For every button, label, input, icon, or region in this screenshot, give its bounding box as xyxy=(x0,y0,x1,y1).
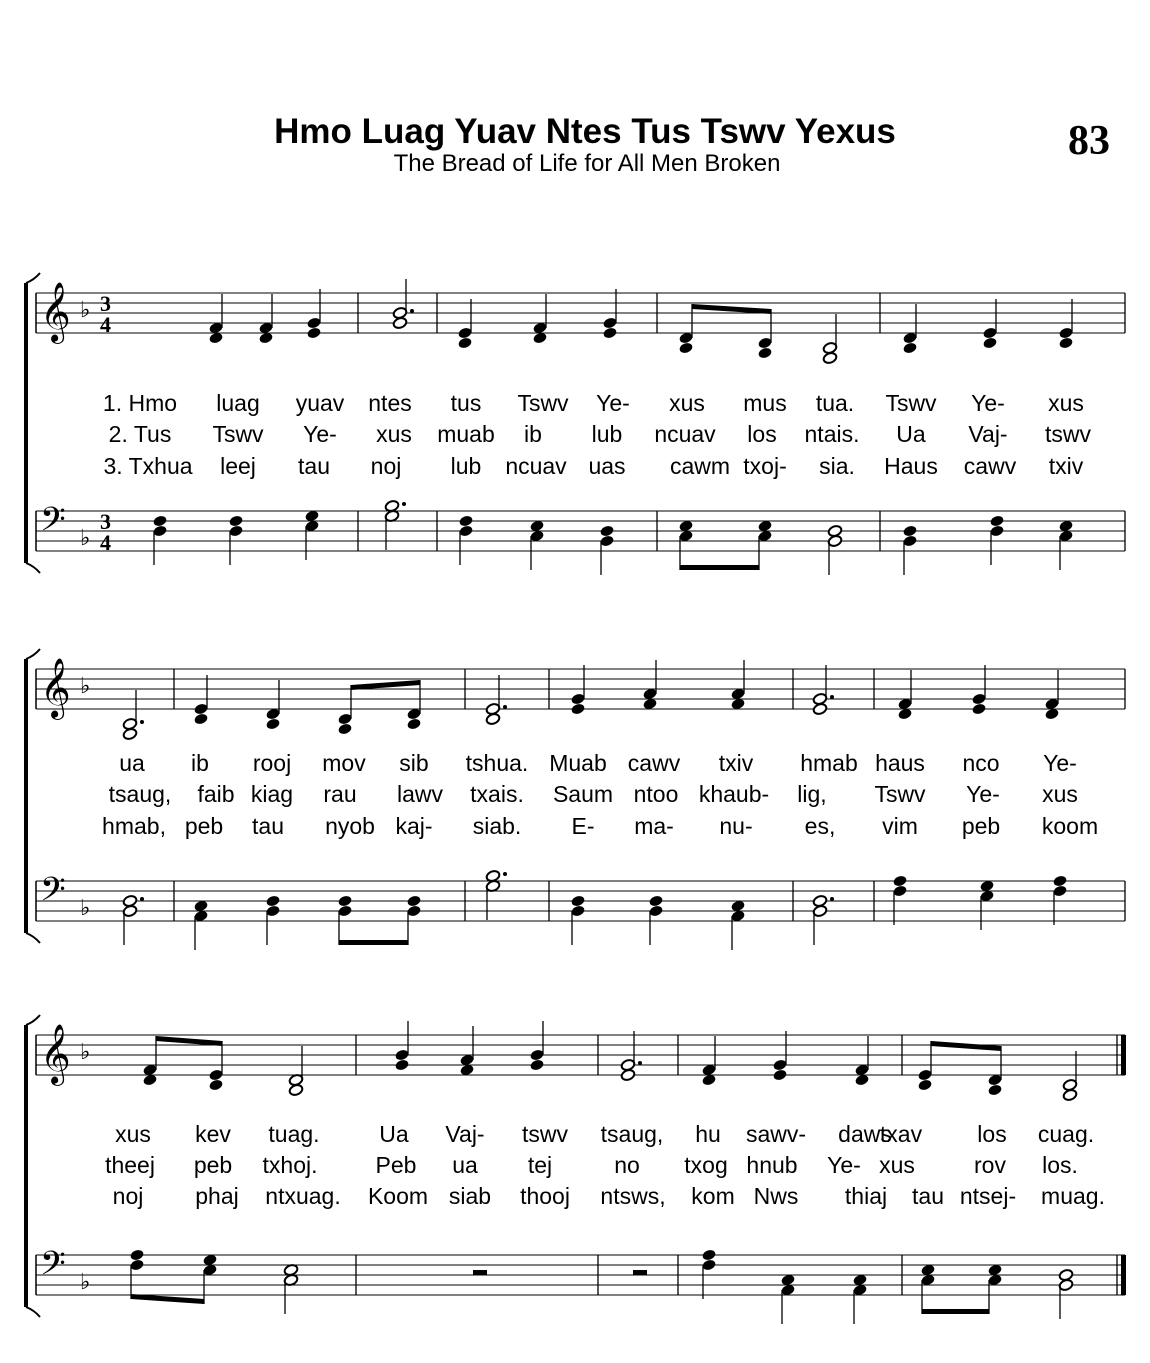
lyric-system3-verse1-syllable: hu xyxy=(695,1121,721,1147)
notehead xyxy=(152,514,167,527)
lyric-system1-verse1-syllable: Ye- xyxy=(596,390,630,416)
lyric-system2-verse3-syllable: nyob xyxy=(325,813,375,839)
lyric-system3-verse2-syllable: ua xyxy=(452,1152,478,1178)
bracket-tips xyxy=(26,649,40,943)
dot xyxy=(410,309,414,313)
lyric-system2-verse1-syllable: tshua. xyxy=(465,750,529,776)
treble-clef-icon: 𝄞 xyxy=(40,282,71,342)
dot xyxy=(503,872,507,876)
lyric-system3-verse3-syllable: siab xyxy=(448,1183,492,1209)
flat-key-signature-icon: ♭ xyxy=(80,1270,91,1295)
lyric-system3-verse3-syllable: Nws xyxy=(753,1183,799,1209)
lyric-system3-verse1-syllable: Ua xyxy=(379,1121,409,1147)
lyric-system1-verse2-syllable: ncuav xyxy=(654,421,716,447)
lyric-system1-verse1-syllable: 1. Hmo xyxy=(102,390,178,416)
lyric-system2-verse2-syllable: faib xyxy=(197,781,235,807)
flat-key-signature-icon: ♭ xyxy=(80,1040,91,1065)
lyric-system1-verse2-syllable: Vaj- xyxy=(968,421,1008,447)
lyric-system3-verse1-syllable: Vaj- xyxy=(445,1121,485,1147)
lyric-system2-verse3-syllable: kaj- xyxy=(395,813,433,839)
dot xyxy=(638,1061,642,1065)
lyric-system3-verse3-syllable: noj xyxy=(112,1183,144,1209)
lyric-system3-verse1-syllable: los xyxy=(977,1121,1007,1147)
notehead xyxy=(1052,874,1067,887)
lyric-system1-verse2-syllable: ntais. xyxy=(804,421,860,447)
hymn-subtitle: The Bread of Life for All Men Broken xyxy=(393,150,781,177)
treble-staff xyxy=(36,279,1125,365)
notehead xyxy=(265,717,280,730)
dot xyxy=(140,897,144,901)
notehead xyxy=(208,1078,223,1091)
lyric-system1-verse2-syllable: ib xyxy=(524,421,542,447)
bass-clef-icon: 𝄢 xyxy=(40,871,66,917)
lyric-system1-verse1-syllable: yuav xyxy=(295,390,345,416)
bracket-tips xyxy=(26,1015,40,1317)
lyric-system2-verse2-syllable: khaub- xyxy=(698,781,770,807)
lyric-system2-verse3-syllable: peb xyxy=(184,813,224,839)
notehead xyxy=(392,316,407,329)
notehead xyxy=(1058,336,1073,349)
notehead xyxy=(1062,1088,1077,1101)
notehead xyxy=(570,894,585,907)
lyric-system2-verse1-syllable: nco xyxy=(962,750,1000,776)
beam xyxy=(931,1041,1001,1051)
treble-notes xyxy=(122,660,1059,741)
lyric-system2-verse2-syllable: Ye- xyxy=(966,781,1000,807)
dot xyxy=(830,695,834,699)
notehead xyxy=(485,712,500,725)
notehead xyxy=(917,1078,932,1091)
notehead xyxy=(570,702,585,715)
lyric-system2-verse1-syllable: cawv xyxy=(627,750,681,776)
lyric-system1-verse2-syllable: tswv xyxy=(1045,421,1091,447)
notehead xyxy=(337,894,352,907)
beam xyxy=(680,565,759,570)
lyric-system2-verse2-syllable: xus xyxy=(1042,781,1078,807)
beam xyxy=(339,940,408,945)
dot xyxy=(402,502,406,506)
lyric-system1-verse2-syllable: Ye- xyxy=(303,421,337,447)
lyric-system3-verse1-syllable: cuag. xyxy=(1037,1121,1095,1147)
notehead xyxy=(288,1083,303,1096)
lyric-system2-verse2-syllable: Saum xyxy=(552,781,614,807)
lyric-system2-verse1-syllable: sib xyxy=(399,750,429,776)
flat-key-signature-icon: ♭ xyxy=(80,526,91,551)
time-signature-bottom: 4 xyxy=(100,312,111,337)
lyric-system2-verse3-syllable: siab. xyxy=(472,813,522,839)
lyric-system3-verse1-syllable: xus xyxy=(115,1121,151,1147)
notehead xyxy=(599,524,614,537)
bass-staff xyxy=(36,499,1125,575)
system-1 xyxy=(26,273,1125,575)
notehead xyxy=(406,894,421,907)
notehead xyxy=(982,336,997,349)
lyric-system3-verse2-syllable: peb xyxy=(193,1152,233,1178)
lyric-system3-verse3-syllable: ntxuag. xyxy=(265,1183,341,1209)
notehead xyxy=(129,1248,144,1261)
lyric-system1-verse2-syllable: los xyxy=(747,421,777,447)
time-signature-bottom: 4 xyxy=(100,530,111,555)
final-bar-thick xyxy=(1121,1035,1126,1075)
lyric-system2-verse3-syllable: ma- xyxy=(634,813,674,839)
beam xyxy=(922,1309,989,1314)
lyric-system3-verse1-syllable: kev xyxy=(195,1121,231,1147)
notehead xyxy=(337,722,352,735)
lyric-system2-verse1-syllable: Ye- xyxy=(1043,750,1077,776)
lyric-system1-verse1-syllable: xus xyxy=(669,390,705,416)
lyric-system1-verse1-syllable: ntes xyxy=(368,390,412,416)
flat-key-signature-icon: ♭ xyxy=(80,674,91,699)
notehead xyxy=(971,702,986,715)
notehead xyxy=(458,514,473,527)
lyric-system3-verse2-syllable: Ye- xyxy=(827,1152,861,1178)
lyric-system1-verse2-syllable: Ua xyxy=(896,421,926,447)
dot xyxy=(140,720,144,724)
lyric-system1-verse1-syllable: Tswv xyxy=(517,390,569,416)
hymn-number: 83 xyxy=(1068,118,1110,164)
dot xyxy=(830,897,834,901)
treble-clef-icon: 𝄞 xyxy=(40,1024,71,1084)
lyric-system2-verse1-syllable: txiv xyxy=(718,750,754,776)
lyric-system1-verse3-syllable: txoj- xyxy=(743,453,787,479)
lyric-system3-verse1-syllable: txav xyxy=(879,1121,923,1147)
lyric-system1-verse3-syllable: uas xyxy=(588,453,626,479)
lyric-system2-verse3-syllable: nu- xyxy=(719,813,753,839)
lyric-system3-verse2-syllable: xus xyxy=(879,1152,915,1178)
lyric-system3-verse1-syllable: tswv xyxy=(522,1121,568,1147)
lyric-system1-verse2-syllable: lub xyxy=(591,421,623,447)
lyric-system1-verse3-syllable: txiv xyxy=(1048,453,1084,479)
notehead xyxy=(529,1058,544,1071)
lyric-system2-verse3-syllable: peb xyxy=(961,813,1001,839)
bass-clef-icon: 𝄢 xyxy=(40,501,66,547)
notehead xyxy=(648,894,663,907)
flat-key-signature-icon: ♭ xyxy=(80,896,91,921)
lyric-system1-verse3-syllable: leej xyxy=(220,453,256,479)
notehead xyxy=(602,326,617,339)
lyric-system2-verse1-syllable: Muab xyxy=(549,750,607,776)
lyric-system3-verse1-syllable: tuag. xyxy=(268,1121,320,1147)
treble-clef-icon: 𝄞 xyxy=(40,658,71,718)
notehead xyxy=(457,336,472,349)
bass-staff xyxy=(36,869,1125,950)
lyric-system2-verse1-syllable: hmab xyxy=(800,750,858,776)
lyric-system2-verse3-syllable: koom xyxy=(1041,813,1099,839)
time-signature-top: 3 xyxy=(100,291,111,316)
lyric-system3-verse2-syllable: no xyxy=(614,1152,640,1178)
whole-rest xyxy=(633,1270,647,1275)
lyric-system3-verse2-syllable: txhoj. xyxy=(262,1152,318,1178)
final-bar-thick xyxy=(1121,1255,1126,1295)
lyric-system1-verse1-syllable: luag xyxy=(216,390,260,416)
lyric-system3-verse2-syllable: tej xyxy=(527,1152,553,1178)
bass-clef-icon: 𝄢 xyxy=(40,1245,66,1291)
notehead xyxy=(406,717,421,730)
lyric-system2-verse2-syllable: rau xyxy=(323,781,357,807)
lyric-system2-verse3-syllable: tau xyxy=(252,813,284,839)
notehead xyxy=(228,514,243,527)
lyric-system3-verse2-syllable: rov xyxy=(974,1152,1006,1178)
lyric-system1-verse2-syllable: 2. Tus xyxy=(108,421,172,447)
treble-staff xyxy=(36,1021,1126,1102)
notehead xyxy=(822,351,837,364)
lyric-system1-verse3-syllable: ncuav xyxy=(505,453,567,479)
lyric-system2-verse2-syllable: lawv xyxy=(396,781,444,807)
lyric-system1-verse1-syllable: Ye- xyxy=(971,390,1005,416)
lyric-system1-verse3-syllable: lub xyxy=(450,453,482,479)
lyric-system1-verse3-syllable: tau xyxy=(298,453,330,479)
system-3 xyxy=(26,1015,1126,1324)
lyric-system2-verse1-syllable: rooj xyxy=(252,750,292,776)
lyric-system2-verse2-syllable: tsaug, xyxy=(108,781,172,807)
notehead xyxy=(122,727,137,740)
lyric-system2-verse1-syllable: haus xyxy=(875,750,925,776)
lyric-system1-verse3-syllable: sia. xyxy=(819,453,855,479)
lyric-system3-verse3-syllable: thiaj xyxy=(844,1183,888,1209)
lyric-system1-verse1-syllable: Tswv xyxy=(885,390,937,416)
lyric-system3-verse3-syllable: kom xyxy=(691,1183,735,1209)
lyric-system1-verse2-syllable: Tswv xyxy=(212,421,264,447)
notehead xyxy=(989,514,1004,527)
lyric-system2-verse2-syllable: Tswv xyxy=(874,781,926,807)
lyric-system3-verse1-syllable: sawv- xyxy=(745,1121,807,1147)
lyric-system1-verse2-syllable: muab xyxy=(437,421,495,447)
lyric-system1-verse1-syllable: xus xyxy=(1048,390,1084,416)
lyric-system3-verse3-syllable: phaj xyxy=(195,1183,239,1209)
lyric-system3-verse1-syllable: tsaug, xyxy=(600,1121,664,1147)
hymn-title: Hmo Luag Yuav Ntes Tus Tswv Yexus xyxy=(274,112,896,151)
lyric-system3-verse2-syllable: txog xyxy=(684,1152,728,1178)
lyric-system2-verse3-syllable: hmab, xyxy=(102,813,166,839)
notehead xyxy=(306,326,321,339)
whole-rest xyxy=(473,1270,487,1275)
lyric-system2-verse2-syllable: txais. xyxy=(470,781,524,807)
lyric-system3-verse3-syllable: tau xyxy=(912,1183,944,1209)
lyric-system3-verse2-syllable: theej xyxy=(105,1152,155,1178)
notehead xyxy=(701,1248,716,1261)
dot xyxy=(503,705,507,709)
lyric-system2-verse1-syllable: mov xyxy=(322,750,366,776)
lyric-system1-verse3-syllable: noj xyxy=(370,453,402,479)
treble-notes xyxy=(208,279,1073,365)
lyric-system3-verse3-syllable: ntsej- xyxy=(959,1183,1017,1209)
lyric-system1-verse1-syllable: tua. xyxy=(815,390,855,416)
bass-staff xyxy=(36,1245,1126,1324)
lyric-system2-verse1-syllable: ua xyxy=(119,750,145,776)
notehead xyxy=(394,1058,409,1071)
lyric-system2-verse3-syllable: vim xyxy=(882,813,918,839)
lyric-system3-verse2-syllable: Peb xyxy=(375,1152,417,1178)
bass-notes xyxy=(129,1248,1073,1324)
lyric-system3-verse2-syllable: los. xyxy=(1042,1152,1078,1178)
treble-staff xyxy=(36,658,1125,741)
lyric-system2-verse2-syllable: kiag xyxy=(250,781,294,807)
notehead xyxy=(902,341,917,354)
notehead xyxy=(620,1068,635,1081)
lyric-system3-verse3-syllable: Koom xyxy=(367,1183,429,1209)
lyric-system3-verse3-syllable: thooj xyxy=(520,1183,570,1209)
notehead xyxy=(812,702,827,715)
lyric-system3-verse3-syllable: muag. xyxy=(1041,1183,1105,1209)
notehead xyxy=(678,341,693,354)
lyric-system3-verse2-syllable: hnub xyxy=(746,1152,798,1178)
lyric-system2-verse3-syllable: E- xyxy=(571,813,595,839)
lyric-system1-verse3-syllable: Haus xyxy=(884,453,938,479)
treble-notes xyxy=(142,1021,1077,1102)
lyric-system2-verse1-syllable: ib xyxy=(191,750,209,776)
lyric-system1-verse3-syllable: cawv xyxy=(963,453,1017,479)
lyric-system2-verse3-syllable: es, xyxy=(804,813,836,839)
notehead xyxy=(193,712,208,725)
lyric-system3-verse3-syllable: ntsws, xyxy=(600,1183,666,1209)
notehead xyxy=(902,524,917,537)
lyric-system1-verse2-syllable: xus xyxy=(376,421,412,447)
notehead xyxy=(772,1068,787,1081)
time-signature-top: 3 xyxy=(100,509,111,534)
notehead xyxy=(892,874,907,887)
notehead xyxy=(987,1083,1002,1096)
bracket-tips xyxy=(26,273,40,573)
lyric-system1-verse3-syllable: 3. Txhua xyxy=(103,453,193,479)
lyric-system2-verse2-syllable: lig, xyxy=(797,781,827,807)
lyric-system2-verse2-syllable: ntoo xyxy=(633,781,679,807)
lyric-system1-verse1-syllable: mus xyxy=(743,390,787,416)
notehead xyxy=(757,346,772,359)
notehead xyxy=(265,894,280,907)
lyric-system3-verse1-syllable: daws xyxy=(838,1121,892,1147)
lyric-system1-verse3-syllable: cawm xyxy=(669,453,731,479)
flat-key-signature-icon: ♭ xyxy=(80,298,91,323)
lyric-system1-verse1-syllable: tus xyxy=(450,390,482,416)
